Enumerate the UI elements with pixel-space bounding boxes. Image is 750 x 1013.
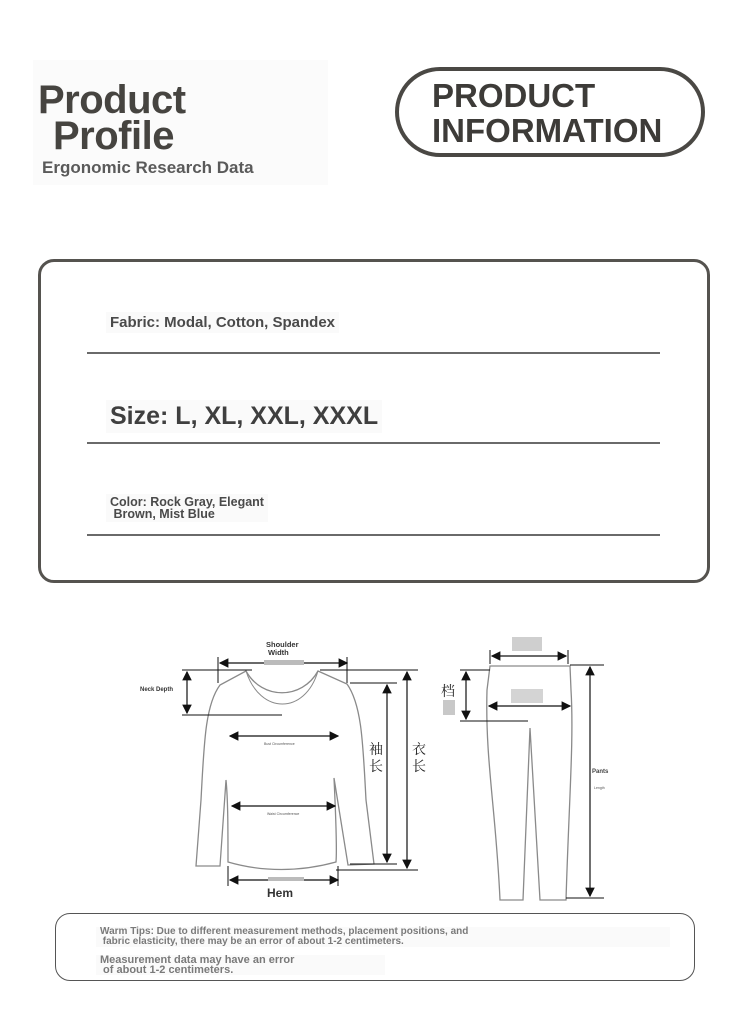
rise-label: 档: [441, 684, 455, 700]
chest-label: Bust Circumference: [264, 742, 295, 746]
warm-tip-line-1: Warm Tips: Due to different measurement methods, placement positions, and: [100, 926, 469, 937]
sleeve-label-2: 长: [369, 759, 383, 775]
hem-label: Hem: [267, 886, 294, 900]
waist-label: Waist Circumference: [267, 812, 300, 816]
size-diagram: [0, 600, 750, 910]
garment-label-1: 衣: [412, 742, 426, 758]
top-garment-outline: [196, 671, 374, 870]
color-line-1: Color: Rock Gray, Elegant: [110, 495, 264, 509]
title-product: Product: [38, 78, 186, 122]
shoulder-label-2: Width: [268, 648, 289, 657]
pants-label-2: Length: [594, 786, 605, 790]
warm-tip: [96, 927, 670, 947]
shoulder-label-1: Shoulder: [266, 640, 299, 649]
warm-tip-line-2: fabric elasticity, there may be an error of about 1-2 centimeters.: [100, 936, 404, 947]
subtitle: Ergonomic Research Data: [42, 158, 254, 177]
pants-label-1: Pants: [592, 769, 609, 775]
neckline: [246, 671, 318, 704]
sleeve-label-1: 袖: [369, 742, 383, 758]
fabric-spec: Fabric: Modal, Cotton, Spandex: [106, 312, 339, 333]
garment-label-2: 长: [412, 759, 426, 775]
info-line-1: PRODUCT: [432, 77, 596, 114]
title-profile: Profile: [53, 114, 174, 158]
measurement-note-line-2: of about 1-2 centimeters.: [100, 964, 234, 976]
neck-depth-label: Neck Depth: [140, 687, 174, 693]
product-information-label: [432, 78, 662, 148]
measurement-note: [96, 955, 385, 975]
divider-2: [87, 442, 660, 444]
info-line-2: INFORMATION: [432, 112, 663, 149]
color-line-2: Brown, Mist Blue: [110, 507, 215, 521]
measurement-note-line-1: Measurement data may have an error: [100, 954, 295, 966]
divider-3: [87, 534, 660, 536]
size-spec: Size: L, XL, XXL, XXXL: [106, 400, 382, 433]
color-spec: [106, 494, 268, 522]
divider-1: [87, 352, 660, 354]
